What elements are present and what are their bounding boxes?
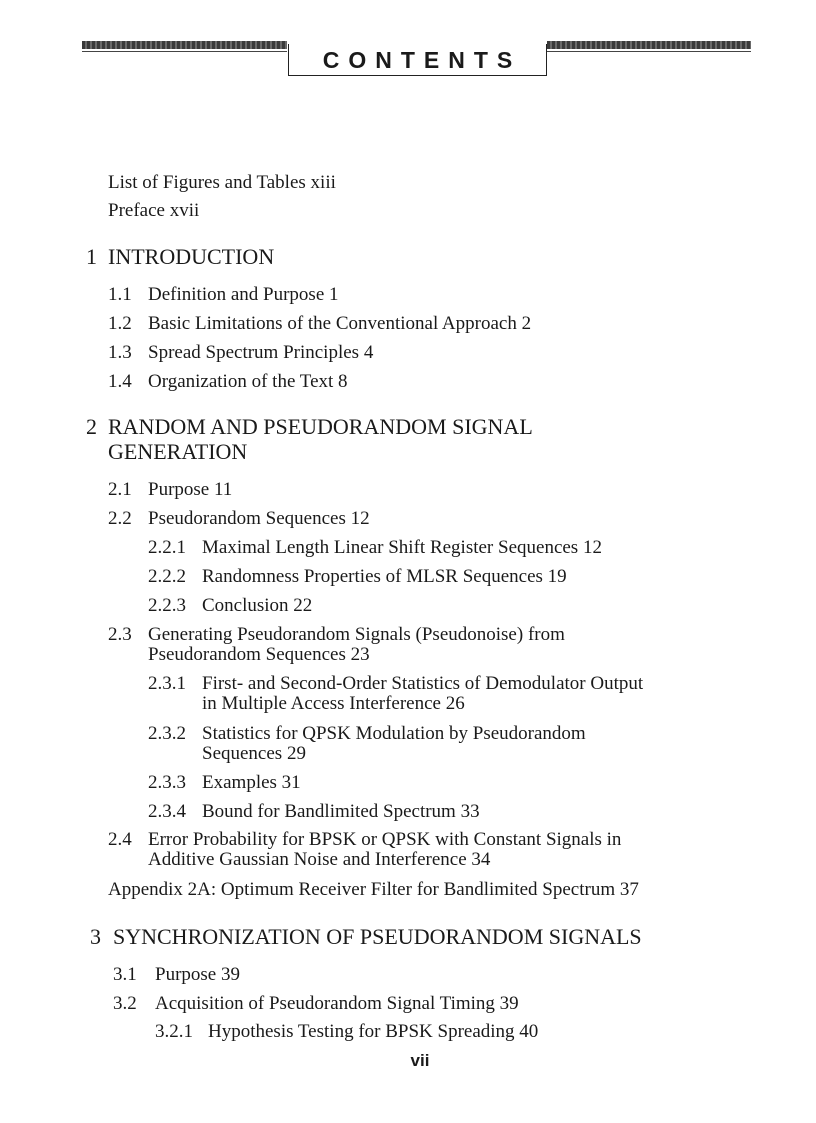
toc-section-number: 2.4 (108, 829, 132, 850)
toc-section-number: 2.3 (108, 624, 132, 645)
toc-section-entry: Organization of the Text 8 (148, 371, 348, 392)
toc-section-entry-cont: Additive Gaussian Noise and Interference 34 (148, 849, 491, 870)
toc-section-entry: Acquisition of Pseudorandom Signal Timing 39 (155, 993, 519, 1014)
chapter-1-number: 1 (86, 244, 97, 269)
toc-subsection-number: 2.3.4 (148, 801, 186, 822)
toc-subsection-number: 2.3.2 (148, 723, 186, 744)
toc-subsection-entry: Examples 31 (202, 772, 301, 793)
toc-subsection-entry: Randomness Properties of MLSR Sequences 19 (202, 566, 567, 587)
toc-section-entry: Purpose 11 (148, 479, 233, 500)
toc-section-entry: Basic Limitations of the Conventional Approach 2 (148, 313, 532, 334)
toc-entry-preface: Preface xvii (108, 200, 200, 221)
chapter-3-title: SYNCHRONIZATION OF PSEUDORANDOM SIGNALS (113, 924, 642, 949)
toc-subsection-number: 2.2.3 (148, 595, 186, 616)
toc-subsection-entry: Hypothesis Testing for BPSK Spreading 40 (208, 1021, 539, 1042)
toc-section-entry: Generating Pseudorandom Signals (Pseudonoise) from (148, 624, 565, 645)
toc-appendix-entry: Appendix 2A: Optimum Receiver Filter for Bandlimited Spectrum 37 (108, 879, 639, 900)
chapter-1-title: INTRODUCTION (108, 244, 275, 269)
toc-section-number: 1.2 (108, 313, 132, 334)
toc-section-entry: Error Probability for BPSK or QPSK with Constant Signals in (148, 829, 622, 850)
page-number: vii (410, 1051, 430, 1070)
toc-subsection-entry-cont: in Multiple Access Interference 26 (202, 693, 465, 714)
toc-subsection-number: 2.3.3 (148, 772, 186, 793)
chapter-3-number: 3 (90, 924, 101, 949)
header-rule-right (547, 41, 751, 49)
toc-section-number: 2.2 (108, 508, 132, 529)
toc-section-entry-cont: Pseudorandom Sequences 23 (148, 644, 370, 665)
toc-section-number: 1.3 (108, 342, 132, 363)
toc-section-entry: Purpose 39 (155, 964, 240, 985)
toc-entry-list-of-figures: List of Figures and Tables xiii (108, 172, 336, 193)
page-title: CONTENTS (322, 47, 522, 73)
toc-subsection-number: 2.2.1 (148, 537, 186, 558)
toc-subsection-number: 2.2.2 (148, 566, 186, 587)
toc-section-entry: Definition and Purpose 1 (148, 284, 339, 305)
toc-subsection-entry-cont: Sequences 29 (202, 743, 306, 764)
chapter-2-title-cont: GENERATION (108, 439, 248, 464)
contents-title-box (288, 44, 547, 76)
toc-section-number: 3.2 (113, 993, 137, 1014)
toc-subsection-entry: Statistics for QPSK Modulation by Pseudorandom (202, 723, 586, 744)
toc-subsection-number: 2.3.1 (148, 673, 186, 694)
chapter-2-number: 2 (86, 414, 97, 439)
toc-subsection-number: 3.2.1 (155, 1021, 193, 1042)
toc-section-number: 2.1 (108, 479, 132, 500)
toc-subsection-entry: First- and Second-Order Statistics of Demodulator Output (202, 673, 644, 694)
toc-section-entry: Spread Spectrum Principles 4 (148, 342, 374, 363)
toc-subsection-entry: Maximal Length Linear Shift Register Sequences 12 (202, 537, 602, 558)
toc-section-number: 1.1 (108, 284, 132, 305)
toc-section-number: 1.4 (108, 371, 132, 392)
header-rule-left (82, 41, 287, 49)
chapter-2-title: RANDOM AND PSEUDORANDOM SIGNAL (108, 414, 533, 439)
toc-section-entry: Pseudorandom Sequences 12 (148, 508, 370, 529)
toc-subsection-entry: Conclusion 22 (202, 595, 313, 616)
toc-subsection-entry: Bound for Bandlimited Spectrum 33 (202, 801, 480, 822)
toc-section-number: 3.1 (113, 964, 137, 985)
